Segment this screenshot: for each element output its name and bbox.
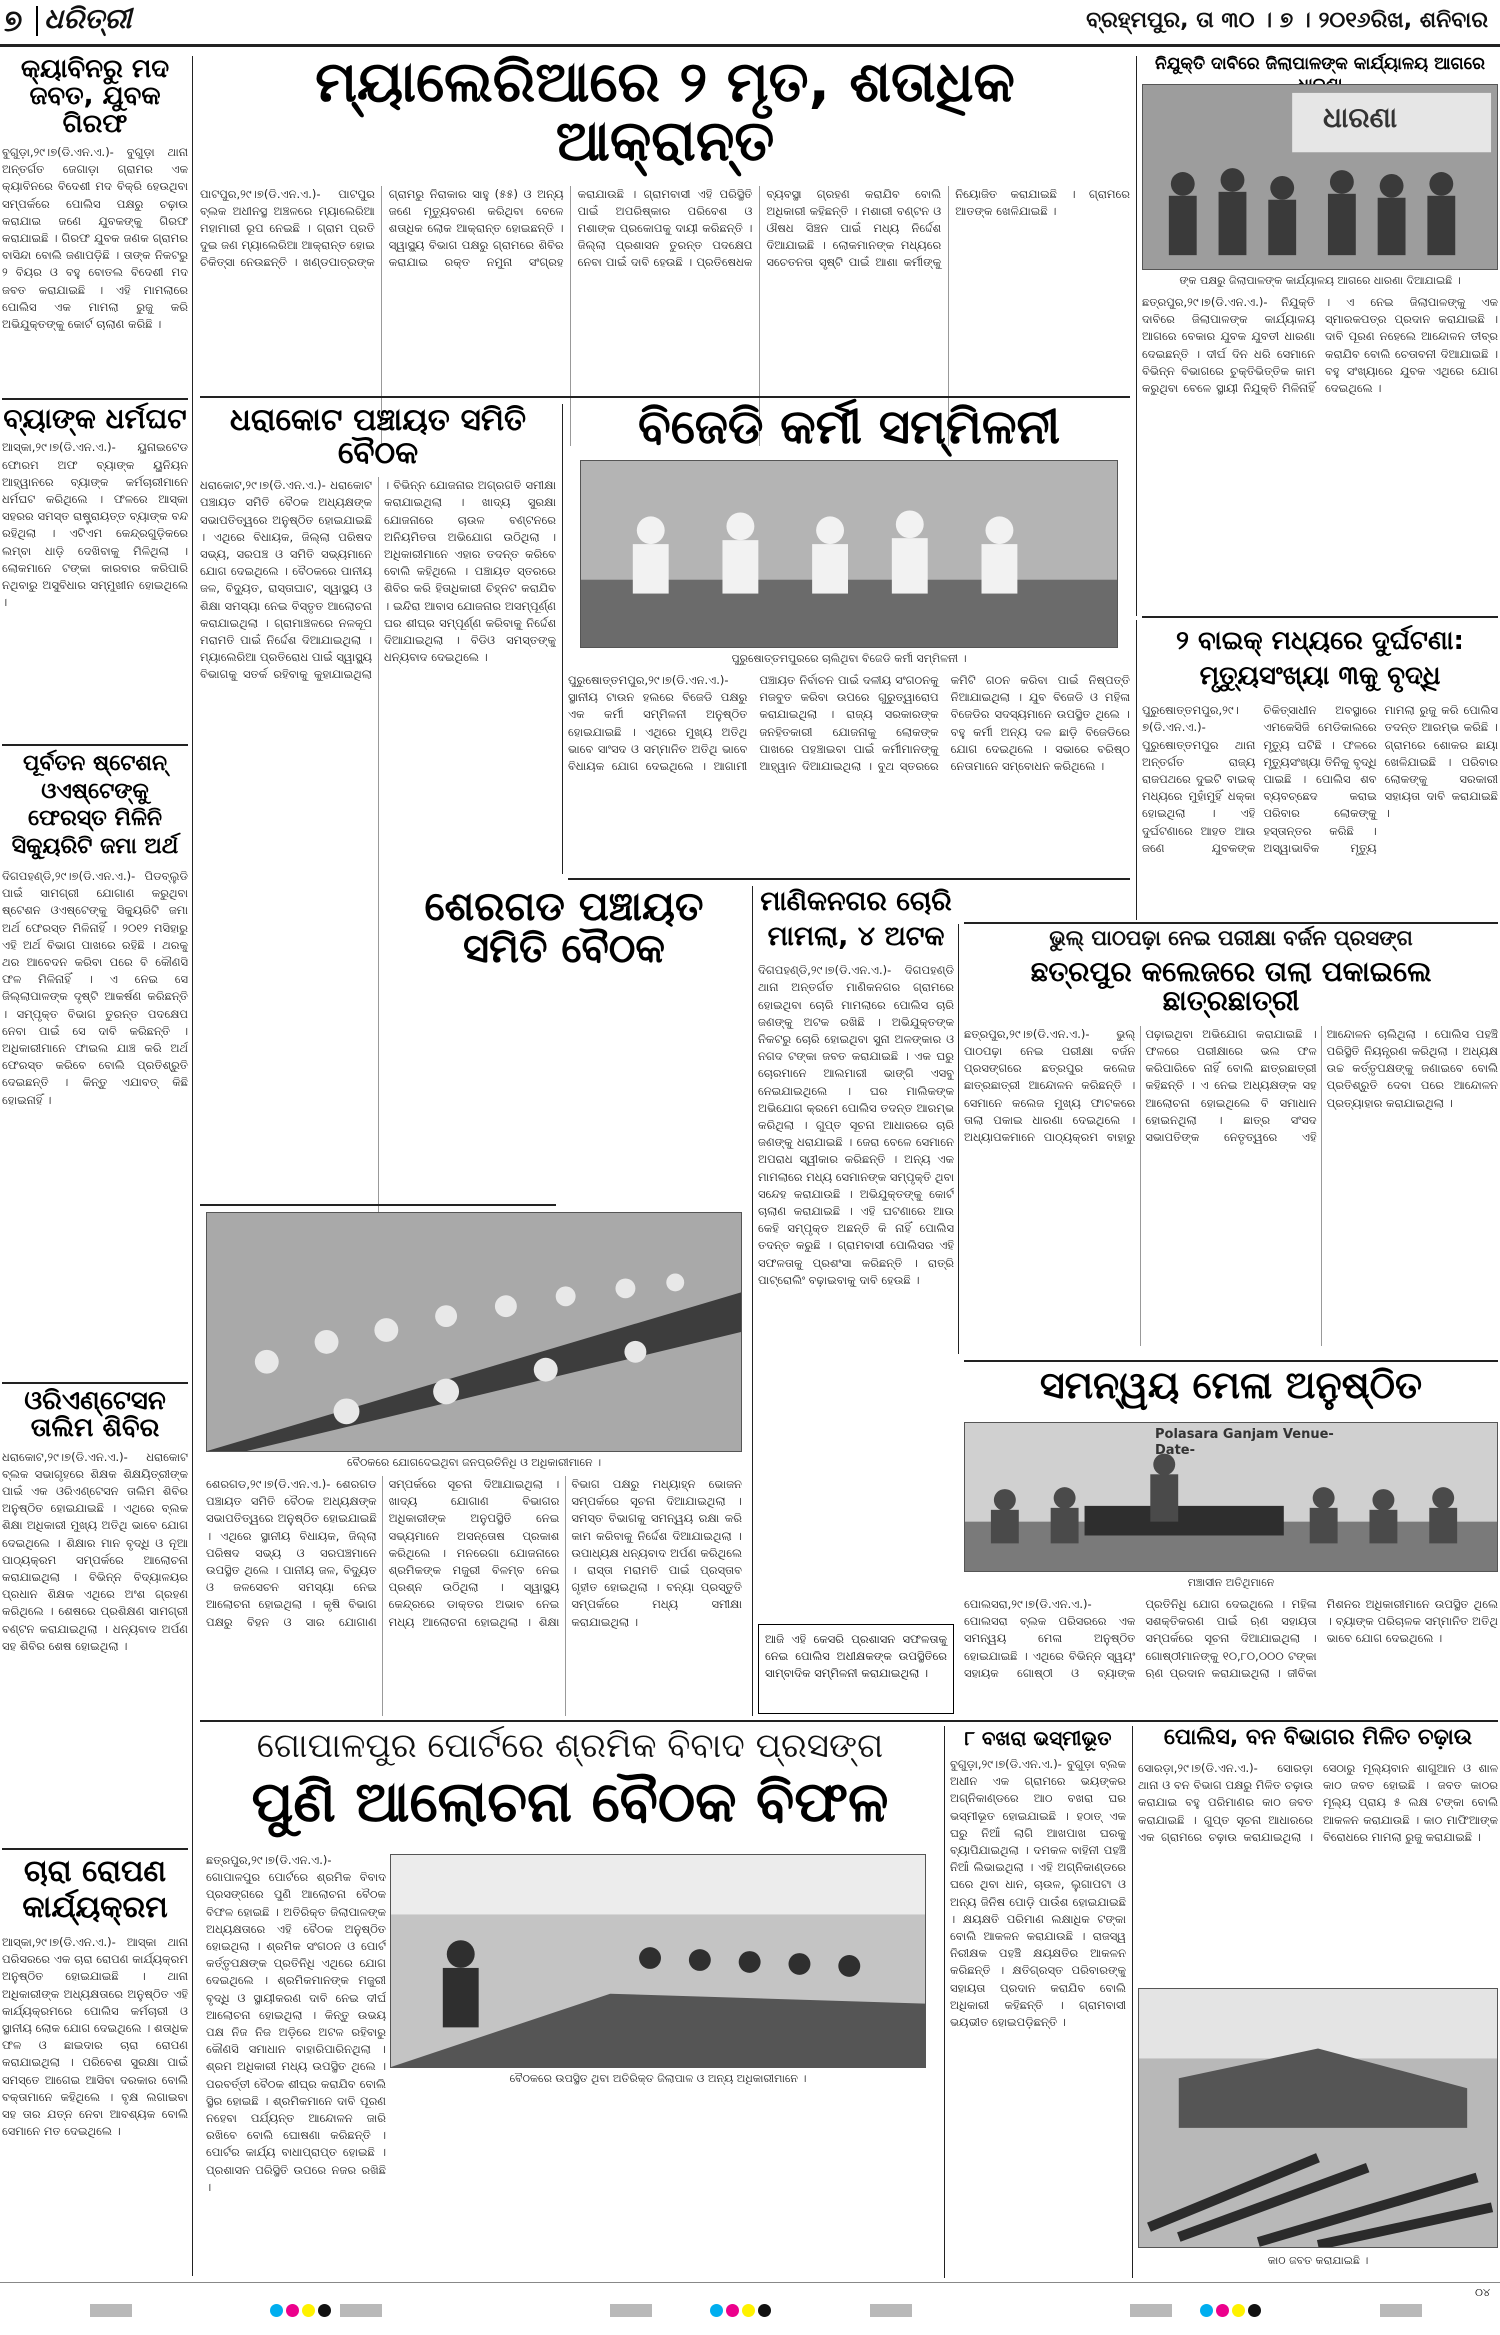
yellow-swatch <box>742 2304 755 2317</box>
story-body: ଦିଗପହଣ୍ଡି,୨୯।୭(ଡି.ଏନ.ଏ.)- ପିଡବ୍ଲୁଡି ପାଇଁ ସାମଗ୍ରୀ ଯୋଗାଣ କରୁଥିବା ଷ୍ଟେଶନ ଓଏଷ୍ଟେଙ୍କୁ ସିକ୍ୟୁରିଟି ଜମା ଅର୍ଥ ଫେରସ୍ତ ମିଳିନାହିଁ । ୨୦୧୨ ମସିହାରୁ ଏହି ଅର୍ଥ ବିଭାଗ ପାଖରେ ରହିଛି । ଥରକୁ ଥର ଆବେଦନ କରିବା ପରେ ବି କୌଣସି ଫଳ ମିଳିନାହିଁ । ଏ ନେଇ ସେ ଜିଲ୍ଲାପାଳଙ୍କ ଦୃଷ୍ଟି ଆକର୍ଷଣ କରିଛନ୍ତି । ସମ୍ପୃକ୍ତ ବିଭାଗ ତୁରନ୍ତ ପଦକ୍ଷେପ ନେବା ପାଇଁ ସେ ଦାବି କରିଛନ୍ତି । ଅଧିକାରୀମାନେ ଫାଇଲ ଯାଞ୍ଚ କରି ଅର୍ଥ ଫେରସ୍ତ କରିବେ ବୋଲି ପ୍ରତିଶ୍ରୁତି ଦେଇଛନ୍ତି । କିନ୍ତୁ ଏଯାବତ୍ କିଛି ହୋଇନାହିଁ । <box>2 869 188 1107</box>
dateline: ବ୍ରହ୍ମପୁର, ତା ୩୦ । ୭ । ୨୦୧୬ରିଖ, ଶନିବାର <box>1086 8 1488 33</box>
kicker: ଗୋପାଳପୁର ପୋର୍ଟରେ ଶ୍ରମିକ ବିବାଦ ପ୍ରସଙ୍ଗ <box>256 1726 884 1766</box>
divider <box>200 396 1130 398</box>
story-fire <box>950 1726 1126 2278</box>
bjd-photo <box>580 460 1118 648</box>
story-body: ପୋଲସରା,୨୯।୭(ଡି.ଏନ.ଏ.)- ପୋଲସରା ବ୍ଲକ ପରିସରରେ ଏକ ସମନ୍ୱୟ ମେଳା ଅନୁଷ୍ଠିତ ହୋଇଯାଇଛି । ଏଥିରେ ବିଭିନ୍ନ ସ୍ୱୟଂ ସହାୟକ ଗୋଷ୍ଠୀ ଓ ବ୍ୟାଙ୍କ ପ୍ରତିନିଧି ଯୋଗ ଦେଇଥିଲେ । ମହିଳା ସଶକ୍ତିକରଣ ପାଇଁ ଋଣ ସହାୟତା ସମ୍ପର୍କରେ ସୂଚନା ଦିଆଯାଇଥିଲା । ଗୋଷ୍ଠୀମାନଙ୍କୁ ୧୦,୮୦,୦୦୦ ଟଙ୍କା ଋଣ ପ୍ରଦାନ କରାଯାଇଥିଲା । ଜୀବିକା ମିଶନର ଅଧିକାରୀମାନେ ଉପସ୍ଥିତ ଥିଲେ । ବ୍ୟାଙ୍କ ପରିଚାଳକ ସମ୍ମାନିତ ଅତିଥି ଭାବେ ଯୋଗ ଦେଇଥିଲେ । <box>964 1597 1498 1680</box>
headline: ଚାରା ରୋପଣ କାର୍ଯ୍ୟକ୍ରମ <box>22 1854 168 1925</box>
photo-caption: ବୈଠକରେ ଉପସ୍ଥିତ ଥିବା ଅତିରିକ୍ତ ଜିଲାପାଳ ଓ ଅନ୍ୟ ଅଧିକାରୀମାନେ । <box>509 2072 807 2085</box>
divider <box>1142 616 1498 618</box>
cyan-swatch <box>710 2304 723 2317</box>
story-dharna <box>1142 54 1498 614</box>
column-rule <box>1136 620 1137 920</box>
headline: କ୍ୟାବିନରୁ ମଦ ଜବତ, ଯୁବକ ଗିରଫ <box>20 54 170 139</box>
divider <box>2 1848 188 1850</box>
paper-name-logo: ଧରିତ୍ରୀ <box>44 2 132 35</box>
masthead-rule <box>0 44 1500 47</box>
divider <box>2 398 188 400</box>
headline: ପୋଲିସ, ବନ ବିଭାଗର ମିଳିତ ଚଢ଼ାଉ <box>1163 1725 1473 1750</box>
yellow-swatch <box>302 2304 315 2317</box>
registration-bar <box>1130 2304 1172 2317</box>
column-rule <box>1132 1726 1133 2278</box>
story-raid <box>1138 1726 1498 2278</box>
divider <box>2 1382 188 1384</box>
magenta-swatch <box>1216 2304 1229 2317</box>
photo-caption: ବୈଠକରେ ଯୋଗଦେଇଥିବା ଜନପ୍ରତିନିଧି ଓ ଅଧିକାରୀମାନେ । <box>346 1456 602 1469</box>
photo-banner-text: Polasara Ganjam Venue- Date- <box>1155 1427 1334 1458</box>
story-body-continued <box>390 2090 926 2278</box>
story-orientation <box>2 1388 188 1844</box>
headline: ପୁଣି ଆଲୋଚନା ବୈଠକ ବିଫଳ <box>251 1770 889 1835</box>
column-rule <box>752 886 753 1716</box>
story-body: ଛତ୍ରପୁର,୨୯।୭(ଡି.ଏନ.ଏ.)- ନିଯୁକ୍ତି ଦାବିରେ ଜିଲାପାଳଙ୍କ କାର୍ଯ୍ୟାଳୟ ଆଗରେ ବେକାର ଯୁବକ ଯୁବତୀ ଧାରଣା ଦେଇଛନ୍ତି । ଦୀର୍ଘ ଦିନ ଧରି ସେମାନେ ବିଭିନ୍ନ ବିଭାଗରେ ଚୁକ୍ତିଭିତ୍ତିକ କାମ କରୁଥିବା ବେଳେ ସ୍ଥାୟୀ ନିଯୁକ୍ତି ମିଳିନାହିଁ । ଏ ନେଇ ଜିଲାପାଳଙ୍କୁ ଏକ ସ୍ମାରକପତ୍ର ପ୍ରଦାନ କରାଯାଇଛି । ଦାବି ପୂରଣ ନହେଲେ ଆନ୍ଦୋଳନ ତୀବ୍ର କରାଯିବ ବୋଲି ଚେତାବନୀ ଦିଆଯାଇଛି । ବହୁ ସଂଖ୍ୟାରେ ଯୁବକ ଏଥିରେ ଯୋଗ ଦେଇଥିଲେ । <box>1142 295 1498 396</box>
divider <box>200 1720 1498 1722</box>
story-malaria <box>200 50 1130 392</box>
footer <box>0 2282 1500 2335</box>
story-body: ପୁରୁଷୋତ୍ତମପୁର,୨୯।୭(ଡି.ଏନ.ଏ.)- ପୁରୁଷୋତ୍ତମପୁର ଥାନା ଅନ୍ତର୍ଗତ ରାଜ୍ୟ ରାଜପଥରେ ଦୁଇଟି ବାଇକ୍ ମଧ୍ୟରେ ମୁହାଁମୁହିଁ ଧକ୍କା ହୋଇଥିଲା । ଏହି ଦୁର୍ଘଟଣାରେ ଆହତ ଆଉ ଜଣେ ଯୁବକଙ୍କ ଚିକିତ୍ସାଧୀନ ଅବସ୍ଥାରେ ଏମକେସିଜି ମେଡିକାଲରେ ମୃତ୍ୟୁ ଘଟିଛି । ଫଳରେ ମୃତ୍ୟୁସଂଖ୍ୟା ତିନିକୁ ବୃଦ୍ଧି ପାଇଛି । ପୋଲିସ ଶବ ବ୍ୟବଚ୍ଛେଦ କରାଇ ପରିବାର ଲୋକଙ୍କୁ ହସ୍ତାନ୍ତର କରିଛି । ଅସ୍ୱାଭାବିକ ମୃତ୍ୟୁ ମାମଲା ରୁଜୁ କରି ପୋଲିସ ତଦନ୍ତ ଆରମ୍ଭ କରିଛି । ଗ୍ରାମରେ ଶୋକର ଛାୟା ଖେଳିଯାଇଛି । ପରିବାର ଲୋକଙ୍କୁ ସରକାରୀ ସହାୟତା ଦାବି କରାଯାଇଛି । <box>1142 703 1498 855</box>
story-exam <box>964 926 1498 1356</box>
headline: ବିଜେଡି କର୍ମୀ ସମ୍ମିଳନୀ <box>637 399 1061 455</box>
black-swatch <box>758 2304 771 2317</box>
banner-text: ଧାରଣା <box>1323 101 1398 134</box>
column-rule <box>562 404 563 874</box>
registration-bar <box>610 2304 652 2317</box>
story-bjd <box>568 399 1130 874</box>
footer-rule <box>0 2282 1500 2283</box>
story-body: ଆସ୍କା,୨୯।୭(ଡି.ଏନ.ଏ.)- ୟୁନାଇଟେଡ ଫୋରମ ଅଫ ବ୍ୟାଙ୍କ ୟୁନିୟନ ଆହ୍ୱାନରେ ବ୍ୟାଙ୍କ କର୍ମଚାରୀମାନେ ଧର୍ମଘଟ କରିଥିଲେ । ଫଳରେ ଆସ୍କା ସହରର ସମସ୍ତ ରାଷ୍ଟ୍ରାୟତ୍ତ ବ୍ୟାଙ୍କ ବନ୍ଦ ରହିଥିଲା । ଏଟିଏମ କେନ୍ଦ୍ରଗୁଡ଼ିକରେ ଲମ୍ବା ଧାଡ଼ି ଦେଖିବାକୁ ମିଳିଥିଲା । ଲୋକମାନେ ଟଙ୍କା କାରବାର କରିପାରି ନଥିବାରୁ ଅସୁବିଧାର ସମ୍ମୁଖୀନ ହୋଇଥିଲେ । <box>2 440 188 610</box>
headline: ମାଣିକନଗର ଚୋରି ମାମଲା, ୪ ଅଟକ <box>760 886 952 953</box>
masthead-divider <box>36 6 38 36</box>
cyan-swatch <box>1200 2304 1213 2317</box>
story-body: ଦିଗପହଣ୍ଡି,୨୯।୭(ଡି.ଏନ.ଏ.)- ଦିଗପହଣ୍ଡି ଥାନା ଅନ୍ତର୍ଗତ ମାଣିକନଗର ଗ୍ରାମରେ ହୋଇଥିବା ଚୋରି ମାମଲାରେ ପୋଲିସ ଚାରି ଜଣଙ୍କୁ ଅଟକ ରଖିଛି । ଅଭିଯୁକ୍ତଙ୍କ ନିକଟରୁ ଚୋରି ହୋଇଥିବା ସୁନା ଅଳଙ୍କାର ଓ ନଗଦ ଟଙ୍କା ଜବତ କରାଯାଇଛି । ଏକ ଘରୁ ଚୋରମାନେ ଆଲମାରୀ ଭାଙ୍ଗି ଏସବୁ ନେଇଯାଇଥିଲେ । ଘର ମାଲିକଙ୍କ ଅଭିଯୋଗ କ୍ରମେ ପୋଲିସ ତଦନ୍ତ ଆରମ୍ଭ କରିଥିଲା । ଗୁପ୍ତ ସୂଚନା ଆଧାରରେ ଚାରି ଜଣଙ୍କୁ ଧରାଯାଇଛି । ଜେରା ବେଳେ ସେମାନେ ଅପରାଧ ସ୍ୱୀକାର କରିଛନ୍ତି । ଅନ୍ୟ ଏକ ମାମଲାରେ ମଧ୍ୟ ସେମାନଙ୍କ ସମ୍ପୃକ୍ତି ଥିବା ସନ୍ଦେହ କରାଯାଉଛି । ଅଭିଯୁକ୍ତଙ୍କୁ କୋର୍ଟ ଚାଲାଣ କରାଯାଇଛି । ଏହି ଘଟଣାରେ ଆଉ କେହି ସମ୍ପୃକ୍ତ ଅଛନ୍ତି କି ନାହିଁ ପୋଲିସ ତଦନ୍ତ କରୁଛି । ଗ୍ରାମବାସୀ ପୋଲିସର ଏହି ସଫଳତାକୁ ପ୍ରଶଂସା କରିଛନ୍ତି । ରାତ୍ରି ପାଟ୍ରୋଲିଂ ବଢ଼ାଇବାକୁ ଦାବି ହେଉଛି । <box>758 963 954 1287</box>
story-body: ପାଟପୁର,୨୯।୭(ଡି.ଏନ.ଏ.)- ପାଟପୁର ବ୍ଲକ ଅଧୀନସ୍ଥ ଅଞ୍ଚଳରେ ମ୍ୟାଲେରିଆ ମହାମାରୀ ରୂପ ନେଇଛି । ଗ୍ରାମ ପ୍ରତି ଦୁଇ ଜଣ ମ୍ୟାଲେରିଆ ଆକ୍ରାନ୍ତ ହୋଇ ଚିକିତ୍ସା ନେଉଛନ୍ତି । ଖଣ୍ଡପାତ୍ରଙ୍କ ଗ୍ରାମରୁ ନିରାକାର ସାହୁ (୫୫) ଓ ଅନ୍ୟ ଜଣେ ମୃତ୍ୟୁବରଣ କରିଥିବା ବେଳେ ଶତାଧିକ ଲୋକ ଆକ୍ରାନ୍ତ ହୋଇଛନ୍ତି । ସ୍ୱାସ୍ଥ୍ୟ ବିଭାଗ ପକ୍ଷରୁ ଗ୍ରାମରେ ଶିବିର କରାଯାଇ ରକ୍ତ ନମୁନା ସଂଗ୍ରହ କରାଯାଉଛି । ଗ୍ରାମବାସୀ ଏହି ପରିସ୍ଥିତି ପାଇଁ ଅପରିଷ୍କାର ପରିବେଶ ଓ ମଶାଙ୍କ ପ୍ରକୋପକୁ ଦାୟୀ କରିଛନ୍ତି । ଜିଲ୍ଲା ପ୍ରଶାସନ ତୁରନ୍ତ ପଦକ୍ଷେପ ନେବା ପାଇଁ ଦାବି ହେଉଛି । ପ୍ରତିଷେଧକ ବ୍ୟବସ୍ଥା ଗ୍ରହଣ କରାଯିବ ବୋଲି ଅଧିକାରୀ କହିଛନ୍ତି । ମଶାରୀ ବଣ୍ଟନ ଓ ଔଷଧ ସିଞ୍ଚନ ପାଇଁ ମଧ୍ୟ ନିର୍ଦ୍ଦେଶ ଦିଆଯାଇଛି । ଲୋକମାନଙ୍କ ମଧ୍ୟରେ ସଚେତନତା ସୃଷ୍ଟି ପାଇଁ ଆଶା କର୍ମୀଙ୍କୁ ନିୟୋଜିତ କରାଯାଇଛି । ଗ୍ରାମରେ ଆତଙ୍କ ଖେଳିଯାଇଛି । <box>200 186 1130 270</box>
story-body: ଧରାକୋଟ,୨୯।୭(ଡି.ଏନ.ଏ.)- ଧରାକୋଟ ପଞ୍ଚାୟତ ସମିତି ବୈଠକ ଅଧ୍ୟକ୍ଷଙ୍କ ସଭାପତିତ୍ୱରେ ଅନୁଷ୍ଠିତ ହୋଇଯାଇଛି । ଏଥିରେ ବିଧାୟକ, ଜିଲ୍ଲା ପରିଷଦ ସଭ୍ୟ, ସରପଞ୍ଚ ଓ ସମିତି ସଭ୍ୟମାନେ ଯୋଗ ଦେଇଥିଲେ । ବୈଠକରେ ପାନୀୟ ଜଳ, ବିଦ୍ୟୁତ, ରାସ୍ତାଘାଟ, ସ୍ୱାସ୍ଥ୍ୟ ଓ ଶିକ୍ଷା ସମସ୍ୟା ନେଇ ବିସ୍ତୃତ ଆଲୋଚନା କରାଯାଇଥିଲା । ଗ୍ରାମାଞ୍ଚଳରେ ନଳକୂପ ମରାମତି ପାଇଁ ନିର୍ଦ୍ଦେଶ ଦିଆଯାଇଥିଲା । ମ୍ୟାଲେରିଆ ପ୍ରତିରୋଧ ପାଇଁ ସ୍ୱାସ୍ଥ୍ୟ ବିଭାଗକୁ ସତର୍କ ରହିବାକୁ କୁହାଯାଇଥିଲା । ବିଭିନ୍ନ ଯୋଜନାର ଅଗ୍ରଗତି ସମୀକ୍ଷା କରାଯାଇଥିଲା । ଖାଦ୍ୟ ସୁରକ୍ଷା ଯୋଜନାରେ ଚାଉଳ ବଣ୍ଟନରେ ଅନିୟମିତତା ଅଭିଯୋଗ ଉଠିଥିଲା । ଅଧିକାରୀମାନେ ଏହାର ତଦନ୍ତ କରିବେ ବୋଲି କହିଥିଲେ । ପଞ୍ଚାୟତ ସ୍ତରରେ ଶିବିର କରି ହିତାଧିକାରୀ ଚିହ୍ନଟ କରାଯିବ । ଇନ୍ଦିରା ଆବାସ ଯୋଜନାର ଅସମ୍ପୂର୍ଣ୍ଣ ଘର ଶୀଘ୍ର ସମ୍ପୂର୍ଣ୍ଣ କରିବାକୁ ନିର୍ଦ୍ଦେଶ ଦିଆଯାଇଥିଲା । ବିଡିଓ ସମସ୍ତଙ୍କୁ ଧନ୍ୟବାଦ ଦେଇଥିଲେ । <box>200 478 556 682</box>
column-rule <box>192 56 193 2276</box>
photo-caption: ଙ୍କ ପକ୍ଷରୁ ଜିଲାପାଳଙ୍କ କାର୍ଯ୍ୟାଳୟ ଆଗରେ ଧାରଣା ଦିଆଯାଇଛି । <box>1179 274 1461 287</box>
story-body: ଧରାକୋଟ,୨୯।୭(ଡି.ଏନ.ଏ.)- ଧରାକୋଟ ବ୍ଲକ ସଭାଗୃହରେ ଶିକ୍ଷକ ଶିକ୍ଷୟିତ୍ରୀଙ୍କ ପାଇଁ ଏକ ଓରିଏଣ୍ଟେସନ ତାଲିମ ଶିବିର ଅନୁଷ୍ଠିତ ହୋଇଯାଇଛି । ଏଥିରେ ବ୍ଲକ ଶିକ୍ଷା ଅଧିକାରୀ ମୁଖ୍ୟ ଅତିଥି ଭାବେ ଯୋଗ ଦେଇଥିଲେ । ଶିକ୍ଷାର ମାନ ବୃଦ୍ଧି ଓ ନୂଆ ପାଠ୍ୟକ୍ରମ ସମ୍ପର୍କରେ ଆଲୋଚନା କରାଯାଇଥିଲା । ବିଭିନ୍ନ ବିଦ୍ୟାଳୟର ପ୍ରଧାନ ଶିକ୍ଷକ ଏଥିରେ ଅଂଶ ଗ୍ରହଣ କରିଥିଲେ । ଶେଷରେ ପ୍ରଶିକ୍ଷଣ ସାମଗ୍ରୀ ବଣ୍ଟନ କରାଯାଇଥିଲା । ଧନ୍ୟବାଦ ଅର୍ପଣ ସହ ଶିବିର ଶେଷ ହୋଇଥିଲା । <box>2 1449 188 1653</box>
story-theft <box>758 884 954 1716</box>
story-accident <box>1142 624 1498 920</box>
headline: ୮ ବଖରା ଭସ୍ମୀଭୂତ <box>964 1726 1112 1750</box>
story-body: ଆସ୍କା,୨୯।୭(ଡି.ଏନ.ଏ.)- ଆସ୍କା ଥାନା ପରିସରରେ ଏକ ଚାରା ରୋପଣ କାର୍ଯ୍ୟକ୍ରମ ଅନୁଷ୍ଠିତ ହୋଇଯାଇଛି । ଥାନା ଅଧିକାରୀଙ୍କ ଅଧ୍ୟକ୍ଷତାରେ ଅନୁଷ୍ଠିତ ଏହି କାର୍ଯ୍ୟକ୍ରମରେ ପୋଲିସ କର୍ମଚାରୀ ଓ ସ୍ଥାନୀୟ ଲୋକ ଯୋଗ ଦେଇଥିଲେ । ଶତାଧିକ ଫଳ ଓ ଛାଇଦାର ଚାରା ରୋପଣ କରାଯାଇଥିଲା । ପରିବେଶ ସୁରକ୍ଷା ପାଇଁ ସମସ୍ତେ ଆଗେଇ ଆସିବା ଦରକାର ବୋଲି ବକ୍ତାମାନେ କହିଥିଲେ । ବୃକ୍ଷ ଲଗାଇବା ସହ ତାର ଯତ୍ନ ନେବା ଆବଶ୍ୟକ ବୋଲି ସେମାନେ ମତ ଦେଇଥିଲେ । <box>2 1935 188 2139</box>
registration-bar <box>90 2304 132 2317</box>
headline: ମ୍ୟାଲେରିଆରେ ୨ ମୃତ, ଶତାଧିକ ଆକ୍ରାନ୍ତ <box>315 50 1015 174</box>
story-body: ଛତ୍ରପୁର,୨୯।୭(ଡି.ଏନ.ଏ.)- ଭୁଲ୍ ପାଠପଢ଼ା ନେଇ ପରୀକ୍ଷା ବର୍ଜନ ପ୍ରସଙ୍ଗରେ ଛତ୍ରପୁର କଲେଜ ଛାତ୍ରଛାତ୍ରୀ ଆନ୍ଦୋଳନ କରିଛନ୍ତି । ସେମାନେ କଲେଜ ମୁଖ୍ୟ ଫାଟକରେ ତାଲା ପକାଇ ଧାରଣା ଦେଇଥିଲେ । ଅଧ୍ୟାପକମାନେ ପାଠ୍ୟକ୍ରମ ବାହାରୁ ପଢ଼ାଇଥିବା ଅଭିଯୋଗ କରାଯାଇଛି । ଫଳରେ ପରୀକ୍ଷାରେ ଭଲ ଫଳ କରିପାରିବେ ନାହିଁ ବୋଲି ଛାତ୍ରଛାତ୍ରୀ କହିଛନ୍ତି । ଏ ନେଇ ଅଧ୍ୟକ୍ଷଙ୍କ ସହ ଆଲୋଚନା ହୋଇଥିଲେ ବି ସମାଧାନ ହୋଇନଥିଲା । ଛାତ୍ର ସଂସଦ ସଭାପତିଙ୍କ ନେତୃତ୍ୱରେ ଏହି ଆନ୍ଦୋଳନ ଚାଲିଥିଲା । ପୋଲିସ ପହଞ୍ଚି ପରିସ୍ଥିତି ନିୟନ୍ତ୍ରଣ କରିଥିଲା । ଅଧ୍ୟକ୍ଷ ଉଚ୍ଚ କର୍ତ୍ତୃପକ୍ଷଙ୍କୁ ଜଣାଇବେ ବୋଲି ପ୍ରତିଶ୍ରୁତି ଦେବା ପରେ ଆନ୍ଦୋଳନ ପ୍ରତ୍ୟାହାର କରାଯାଇଥିଲା । <box>964 1026 1498 1144</box>
divider <box>964 1360 1498 1362</box>
headline: ଶେରଗଡ ପଞ୍ଚାୟତ ସମିତି ବୈଠକ <box>424 884 704 972</box>
divider <box>964 922 1498 924</box>
dharna-photo <box>1142 84 1498 270</box>
story-bank-strike <box>2 404 188 740</box>
divider <box>2 744 188 746</box>
magenta-swatch <box>286 2304 299 2317</box>
registration-bar <box>340 2304 382 2317</box>
raid-photo <box>1138 1988 1498 2248</box>
headline: ନିଯୁକ୍ତି ଦାବିରେ ଜିଲାପାଳଙ୍କ କାର୍ଯ୍ୟାଳୟ ଆଗରେ <box>1154 54 1485 74</box>
story-liquor <box>2 56 188 394</box>
story-body: ଛତ୍ରପୁର,୨୯।୭(ଡି.ଏନ.ଏ.)- ଗୋପାଳପୁର ପୋର୍ଟରେ ଶ୍ରମିକ ବିବାଦ ପ୍ରସଙ୍ଗରେ ପୁଣି ଆଲୋଚନା ବୈଠକ ବିଫଳ ହୋଇଛି । ଅତିରିକ୍ତ ଜିଲାପାଳଙ୍କ ଅଧ୍ୟକ୍ଷତାରେ ଏହି ବୈଠକ ଅନୁଷ୍ଠିତ ହୋଇଥିଲା । ଶ୍ରମିକ ସଂଗଠନ ଓ ପୋର୍ଟ କର୍ତ୍ତୃପକ୍ଷଙ୍କ ପ୍ରତିନିଧି ଏଥିରେ ଯୋଗ ଦେଇଥିଲେ । ଶ୍ରମିକମାନଙ୍କ ମଜୁରୀ ବୃଦ୍ଧି ଓ ସ୍ଥାୟୀକରଣ ଦାବି ନେଇ ଦୀର୍ଘ ଆଲୋଚନା ହୋଇଥିଲା । କିନ୍ତୁ ଉଭୟ ପକ୍ଷ ନିଜ ନିଜ ଅଡ଼ିରେ ଅଟଳ ରହିବାରୁ କୌଣସି ସମାଧାନ ବାହାରିପାରିନଥିଲା । ଶ୍ରମ ଅଧିକାରୀ ମଧ୍ୟ ଉପସ୍ଥିତ ଥିଲେ । ପରବର୍ତ୍ତୀ ବୈଠକ ଶୀଘ୍ର କରାଯିବ ବୋଲି ସ୍ଥିର ହୋଇଛି । ଶ୍ରମିକମାନେ ଦାବି ପୂରଣ ନହେବା ପର୍ଯ୍ୟନ୍ତ ଆନ୍ଦୋଳନ ଜାରି ରଖିବେ ବୋଲି ଘୋଷଣା କରିଛନ୍ତି । ପୋର୍ଟର କାର୍ଯ୍ୟ ବାଧାପ୍ରାପ୍ତ ହୋଇଛି । ପ୍ରଶାସନ ପରିସ୍ଥିତି ଉପରେ ନଜର ରଖିଛି । <box>206 1853 386 2194</box>
magenta-swatch <box>726 2304 739 2317</box>
registration-bar <box>870 2304 912 2317</box>
photo-caption: ମଞ୍ଚାସୀନ ଅତିଥିମାନେ <box>1187 1576 1275 1589</box>
column-rule <box>958 924 959 1354</box>
black-swatch <box>318 2304 331 2317</box>
story-body: ବୁଗୁଡ଼ା,୨୯।୭(ଡି.ଏନ.ଏ.)- ବୁଗୁଡ଼ା ବ୍ଲକ ଅଧୀନ ଏକ ଗ୍ରାମରେ ଭୟଙ୍କର ଅଗ୍ନିକାଣ୍ଡରେ ଆଠ ବଖରା ଘର ଭସ୍ମୀଭୂତ ହୋଇଯାଇଛି । ହଠାତ୍ ଏକ ଘରୁ ନିଆଁ ଲାଗି ଆଖପାଖ ଘରକୁ ବ୍ୟାପିଯାଇଥିଲା । ଦମକଳ ବାହିନୀ ପହଞ୍ଚି ନିଆଁ ଲିଭାଇଥିଲା । ଏହି ଅଗ୍ନିକାଣ୍ଡରେ ଘରେ ଥିବା ଧାନ, ଚାଉଳ, ଲୁଗାପଟା ଓ ଅନ୍ୟ ଜିନିଷ ପୋଡ଼ି ପାଉଁଶ ହୋଇଯାଇଛି । କ୍ଷୟକ୍ଷତି ପରିମାଣ ଲକ୍ଷାଧିକ ଟଙ୍କା ବୋଲି ଆକଳନ କରାଯାଉଛି । ରାଜସ୍ୱ ନିରୀକ୍ଷକ ପହଞ୍ଚି କ୍ଷୟକ୍ଷତିର ଆକଳନ କରିଛନ୍ତି । କ୍ଷତିଗ୍ରସ୍ତ ପରିବାରଙ୍କୁ ସହାୟତା ପ୍ରଦାନ କରାଯିବ ବୋଲି ଅଧିକାରୀ କହିଛନ୍ତି । ଗ୍ରାମବାସୀ ଭୟଭୀତ ହୋଇପଡ଼ିଛନ୍ତି । <box>950 1757 1126 2030</box>
headline: ବ୍ୟାଙ୍କ ଧର୍ମଘଟ <box>3 402 187 435</box>
registration-bar <box>1380 2304 1422 2317</box>
headline: ଓରିଏଣ୍ଟେସନ ତାଲିମ ଶିବିର <box>24 1386 166 1444</box>
column-rule <box>1136 56 1137 616</box>
black-swatch <box>1248 2304 1261 2317</box>
story-plantation <box>2 1854 188 2274</box>
mela-photo <box>964 1422 1498 1572</box>
masthead <box>0 0 1500 42</box>
cyan-swatch <box>270 2304 283 2317</box>
column-rule <box>944 1726 945 2278</box>
photo-caption: କାଠ ଜବତ କରାଯାଇଛି । <box>1267 2254 1369 2267</box>
story-body: ବୁଗୁଡ଼ା,୨୯।୭(ଡି.ଏନ.ଏ.)- ବୁଗୁଡ଼ା ଥାନା ଅନ୍ତର୍ଗତ ଜେଗାଡ଼ା ଗ୍ରାମର ଏକ କ୍ୟାବିନରେ ବିଦେଶୀ ମଦ ବିକ୍ରି ହେଉଥିବା ସମ୍ପର୍କରେ ପୋଲିସ ପକ୍ଷରୁ ଚଢ଼ାଉ କରାଯାଇ ଜଣେ ଯୁବକଙ୍କୁ ଗିରଫ କରାଯାଇଛି । ଗିରଫ ଯୁବକ ଜଣକ ଗ୍ରାମର ବାସିନ୍ଦା ବୋଲି ଜଣାପଡ଼ିଛି । ତାଙ୍କ ନିକଟରୁ ୨ ବିୟର ଓ ବହୁ ବୋତଲ ବିଦେଶୀ ମଦ ଜବତ କରାଯାଇଛି । ଏହି ମାମଲାରେ ପୋଲିସ ଏକ ମାମଲା ରୁଜୁ କରି ଅଭିଯୁକ୍ତଙ୍କୁ କୋର୍ଟ ଚାଲାଣ କରିଛି । <box>2 144 188 331</box>
story-mela <box>964 1363 1498 1716</box>
page-code: ୦୪ <box>1474 2286 1490 2299</box>
photo-caption: ପୁରୁଷୋତ୍ତମପୁରରେ ଚାଲିଥିବା ବିଜେଡି କର୍ମୀ ସମ୍ମିଳନୀ । <box>731 652 967 665</box>
headline: ଛତ୍ରପୁର କଲେଜରେ ତାଲା ପକାଇଲେ ଛାତ୍ରଛାତ୍ରୀ <box>1030 955 1432 1018</box>
headline: ପୂର୍ବତନ ଷ୍ଟେଶନ୍ ଓଏଷ୍ଟେଙ୍କୁ ଫେରସ୍ତ ମିଳିନି ସିକ୍ୟୁରିଟି ଜମା ଅର୍ଥ <box>11 751 179 859</box>
headline: ସମନ୍ୱୟ ମେଳା ଅନୁଷ୍ଠିତ <box>1039 1363 1423 1407</box>
yellow-swatch <box>1232 2304 1245 2317</box>
gopalpur-photo <box>390 1854 926 2068</box>
story-body: ଶେରଗଡ,୨୯।୭(ଡି.ଏନ.ଏ.)- ଶେରଗଡ ପଞ୍ଚାୟତ ସମିତି ବୈଠକ ଅଧ୍ୟକ୍ଷଙ୍କ ସଭାପତିତ୍ୱରେ ଅନୁଷ୍ଠିତ ହୋଇଯାଇଛି । ଏଥିରେ ସ୍ଥାନୀୟ ବିଧାୟକ, ଜିଲ୍ଲା ପରିଷଦ ସଭ୍ୟ ଓ ସରପଞ୍ଚମାନେ ଉପସ୍ଥିତ ଥିଲେ । ପାନୀୟ ଜଳ, ବିଦ୍ୟୁତ ଓ ଜଳସେଚନ ସମସ୍ୟା ନେଇ ଆଲୋଚନା ହୋଇଥିଲା । କୃଷି ବିଭାଗ ପକ୍ଷରୁ ବିହନ ଓ ସାର ଯୋଗାଣ ସମ୍ପର୍କରେ ସୂଚନା ଦିଆଯାଇଥିଲା । ଖାଦ୍ୟ ଯୋଗାଣ ବିଭାଗର ଅଧିକାରୀଙ୍କ ଅନୁପସ୍ଥିତି ନେଇ ସଭ୍ୟମାନେ ଅସନ୍ତୋଷ ପ୍ରକାଶ କରିଥିଲେ । ମନରେଗା ଯୋଜନାରେ ଶ୍ରମିକଙ୍କ ମଜୁରୀ ବିଳମ୍ବ ନେଇ ପ୍ରଶ୍ନ ଉଠିଥିଲା । ସ୍ୱାସ୍ଥ୍ୟ କେନ୍ଦ୍ରରେ ଡାକ୍ତର ଅଭାବ ନେଇ ମଧ୍ୟ ଆଲୋଚନା ହୋଇଥିଲା । ଶିକ୍ଷା ବିଭାଗ ପକ୍ଷରୁ ମଧ୍ୟାହ୍ନ ଭୋଜନ ସମ୍ପର୍କରେ ସୂଚନା ଦିଆଯାଇଥିଲା । ସମସ୍ତ ବିଭାଗକୁ ସମନ୍ୱୟ ରକ୍ଷା କରି କାମ କରିବାକୁ ନିର୍ଦ୍ଦେଶ ଦିଆଯାଇଥିଲା । ଉପାଧ୍ୟକ୍ଷ ଧନ୍ୟବାଦ ଅର୍ପଣ କରିଥିଲେ । ରାସ୍ତା ମରାମତି ପାଇଁ ପ୍ରସ୍ତାବ ଗୃହୀତ ହୋଇଥିଲା । ବନ୍ୟା ପ୍ରସ୍ତୁତି ସମ୍ପର୍କରେ ମଧ୍ୟ ସମୀକ୍ଷା କରାଯାଇଥିଲା । <box>206 1477 742 1629</box>
story-deposit <box>2 750 188 1378</box>
page-number: ୭ <box>4 4 23 39</box>
story-body: ପୁରୁଷୋତ୍ତମପୁର,୨୯।୭(ଡି.ଏନ.ଏ.)- ସ୍ଥାନୀୟ ଟାଉନ ହଲରେ ବିଜେଡି ପକ୍ଷରୁ ଏକ କର୍ମୀ ସମ୍ମିଳନୀ ଅନୁଷ୍ଠିତ ହୋଇଯାଇଛି । ଏଥିରେ ମୁଖ୍ୟ ଅତିଥି ଭାବେ ସାଂସଦ ଓ ସମ୍ମାନିତ ଅତିଥି ଭାବେ ବିଧାୟକ ଯୋଗ ଦେଇଥିଲେ । ଆଗାମୀ ପଞ୍ଚାୟତ ନିର୍ବାଚନ ପାଇଁ ଦଳୀୟ ସଂଗଠନକୁ ମଜବୁତ କରିବା ଉପରେ ଗୁରୁତ୍ୱାରୋପ କରାଯାଇଥିଲା । ରାଜ୍ୟ ସରକାରଙ୍କ ଜନହିତକାରୀ ଯୋଜନାକୁ ଲୋକଙ୍କ ପାଖରେ ପହଞ୍ଚାଇବା ପାଇଁ କର୍ମୀମାନଙ୍କୁ ଆହ୍ୱାନ ଦିଆଯାଇଥିଲା । ବୁଥ ସ୍ତରରେ କମିଟି ଗଠନ କରିବା ପାଇଁ ନିଷ୍ପତ୍ତି ନିଆଯାଇଥିଲା । ଯୁବ ବିଜେଡି ଓ ମହିଳା ବିଜେଡିର ସଦସ୍ୟମାନେ ଉପସ୍ଥିତ ଥିଲେ । ବହୁ କର୍ମୀ ଅନ୍ୟ ଦଳ ଛାଡ଼ି ବିଜେଡିରେ ଯୋଗ ଦେଇଥିଲେ । ସଭାରେ ବରିଷ୍ଠ ନେତାମାନେ ସମ୍ବୋଧନ କରିଥିଲେ । <box>568 673 1130 774</box>
story-body: ସୋରଡ଼ା,୨୯।୭(ଡି.ଏନ.ଏ.)- ସୋରଡ଼ା ଥାନା ଓ ବନ ବିଭାଗ ପକ୍ଷରୁ ମିଳିତ ଚଢ଼ାଉ କରାଯାଇ ବହୁ ପରିମାଣର କାଠ ଜବତ କରାଯାଇଛି । ଗୁପ୍ତ ସୂଚନା ଆଧାରରେ ଏକ ଗ୍ରାମରେ ଚଢ଼ାଉ କରାଯାଇଥିଲା । ସେଠାରୁ ମୂଲ୍ୟବାନ ଶାଗୁଆନ ଓ ଶାଳ କାଠ ଜବତ ହୋଇଛି । ଜବତ କାଠର ମୂଲ୍ୟ ପ୍ରାୟ ୫ ଲକ୍ଷ ଟଙ୍କା ବୋଲି ଆକଳନ କରାଯାଉଛି । କାଠ ମାଫିଆଙ୍କ ବିରୋଧରେ ମାମଲା ରୁଜୁ କରାଯାଇଛି । <box>1138 1761 1498 1844</box>
divider <box>568 878 1130 880</box>
kicker: ଭୁଲ୍ ପାଠପଢ଼ା ନେଇ ପରୀକ୍ଷା ବର୍ଜନ ପ୍ରସଙ୍ଗ <box>1049 926 1413 950</box>
boxed-note: ଆଜି ଏହି କେସରି ପ୍ରଶାସନ ସଫଳତାକୁ ନେଇ ପୋଲିସ ଅଧୀକ୍ଷକଙ୍କ ଉପସ୍ଥିତିରେ ସାମ୍ବାଦିକ ସମ୍ମିଳନୀ କରାଯାଇଥିଲା । <box>758 1624 954 1714</box>
headline: ଧରାକୋଟ ପଞ୍ଚାୟତ ସମିତି ବୈଠକ <box>229 402 527 471</box>
headline: ୨ ବାଇକ୍ ମଧ୍ୟରେ ଦୁର୍ଘଟଣା: ମୃତ୍ୟୁସଂଖ୍ୟା ୩କୁ ବୃଦ୍ଧି <box>1176 626 1464 692</box>
sheragada-photo <box>206 1212 742 1452</box>
